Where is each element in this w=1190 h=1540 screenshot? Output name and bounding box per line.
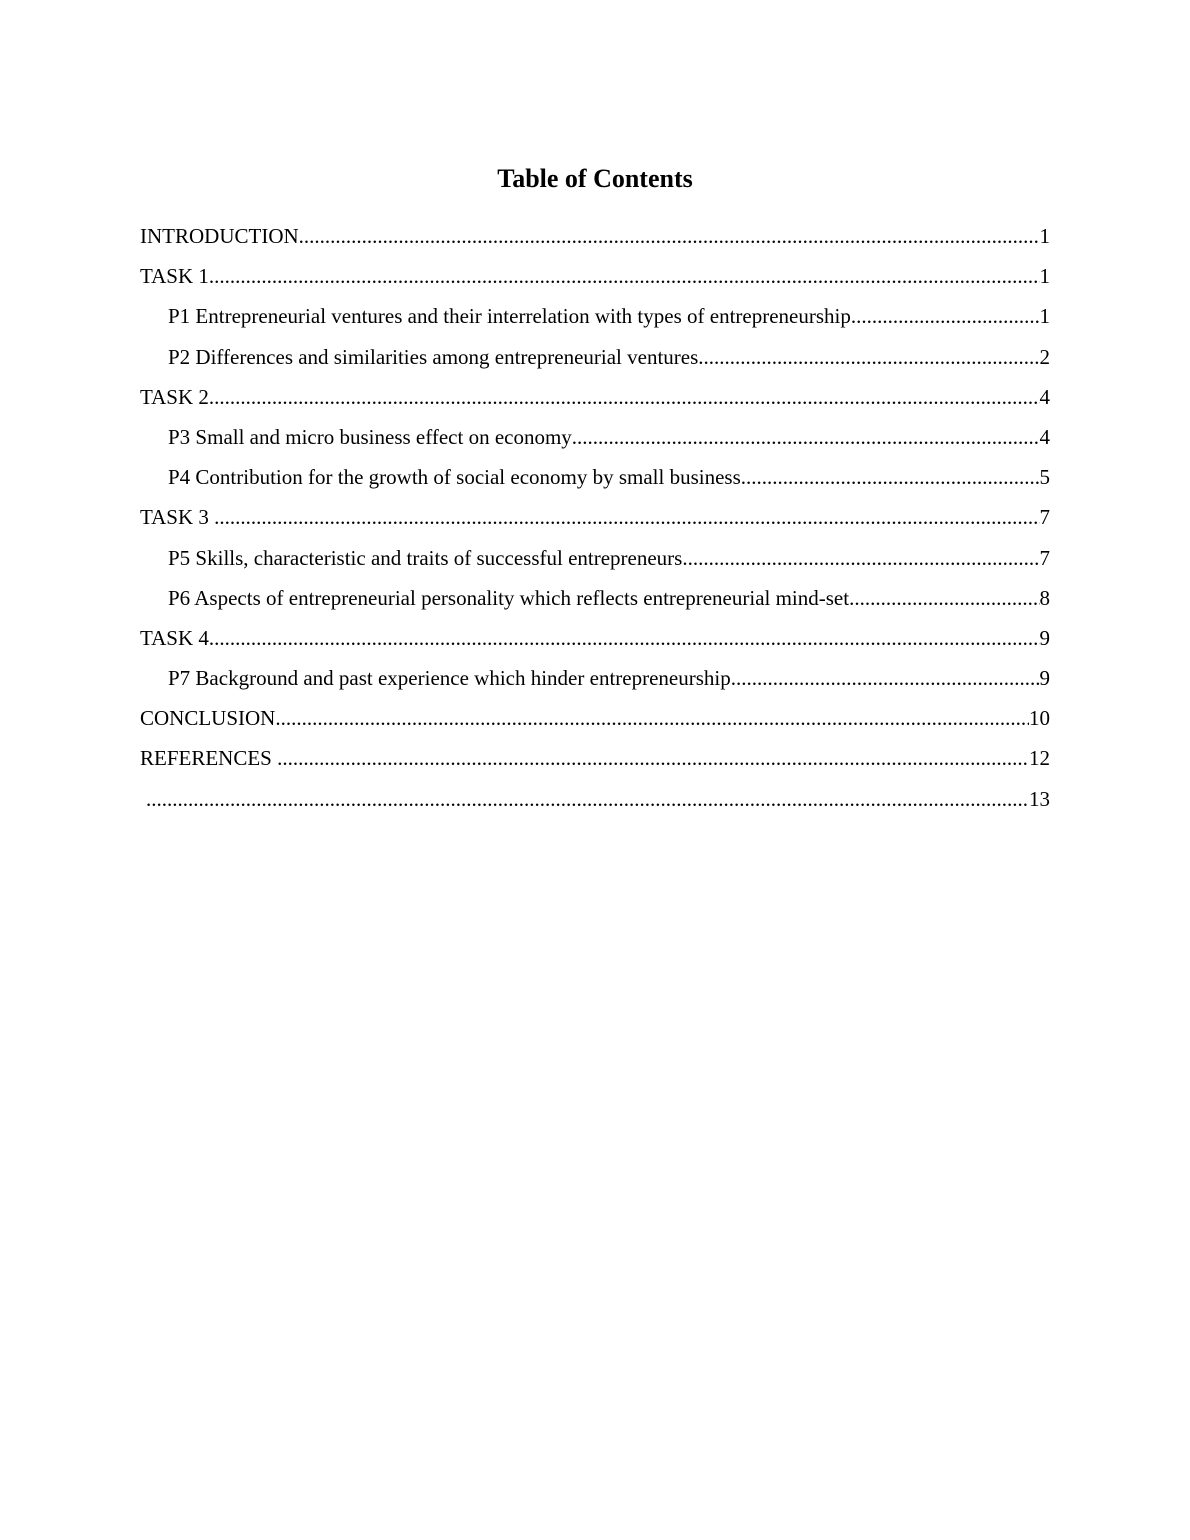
toc-dot-leader bbox=[214, 501, 1039, 533]
toc-entry-label: CONCLUSION bbox=[140, 706, 276, 731]
toc-entry-page: 2 bbox=[1039, 344, 1050, 369]
toc-entry-page: 5 bbox=[1039, 465, 1050, 490]
toc-entry-label: INTRODUCTION bbox=[140, 224, 299, 248]
toc-entry-page: 13 bbox=[1029, 786, 1050, 811]
toc-entry-p2[interactable] bbox=[140, 341, 1050, 381]
toc-entry-page: 1 bbox=[1039, 264, 1050, 289]
toc-entry-introduction[interactable] bbox=[140, 220, 1050, 260]
toc-entry-label: TASK 4 bbox=[140, 625, 209, 650]
toc-dot-leader bbox=[572, 421, 1040, 453]
toc-dot-leader bbox=[731, 662, 1040, 694]
toc-entry-untitled[interactable] bbox=[140, 783, 1050, 823]
toc-entry-label: REFERENCES bbox=[140, 746, 278, 771]
toc-entry-p5[interactable] bbox=[140, 542, 1050, 582]
toc-dot-leader bbox=[849, 582, 1039, 614]
toc-entry-label: P6 Aspects of entrepreneurial personality which reflects entrepreneurial mind-set bbox=[168, 585, 850, 610]
toc-dot-leader bbox=[209, 260, 1040, 292]
toc-entry-page: 7 bbox=[1039, 545, 1050, 570]
toc-entry-page: 1 bbox=[1039, 224, 1050, 248]
toc-entry-page: 7 bbox=[1039, 505, 1050, 530]
toc-entry-label: TASK 3 bbox=[140, 505, 215, 530]
toc-entry-page: 8 bbox=[1039, 585, 1050, 610]
toc-entry-page: 4 bbox=[1039, 384, 1050, 409]
toc-dot-leader bbox=[275, 702, 1029, 734]
toc-dot-leader bbox=[851, 300, 1040, 332]
toc-entry-page: 10 bbox=[1029, 706, 1050, 731]
toc-entry-p6[interactable] bbox=[140, 582, 1050, 622]
toc-entry-task-3[interactable] bbox=[140, 501, 1050, 541]
toc-entry-label: TASK 2 bbox=[140, 384, 209, 409]
toc-entry-task-2[interactable] bbox=[140, 381, 1050, 421]
toc-entry-page: 9 bbox=[1039, 625, 1050, 650]
toc-dot-leader bbox=[698, 341, 1039, 373]
toc-entry-conclusion[interactable] bbox=[140, 702, 1050, 742]
toc-entry-task-1[interactable] bbox=[140, 260, 1050, 300]
toc-list bbox=[140, 220, 1050, 823]
toc-entry-references[interactable] bbox=[140, 742, 1050, 782]
toc-entry-page: 12 bbox=[1029, 746, 1050, 771]
toc-entry-task-4[interactable] bbox=[140, 622, 1050, 662]
toc-dot-leader bbox=[741, 461, 1040, 493]
toc-entry-page: 1 bbox=[1039, 304, 1050, 329]
toc-entry-label: P1 Entrepreneurial ventures and their interrelation with types of entrepreneurship bbox=[168, 304, 851, 329]
toc-dot-leader bbox=[146, 783, 1029, 815]
toc-entry-label: TASK 1 bbox=[140, 264, 209, 289]
toc-entry-page: 4 bbox=[1039, 424, 1050, 449]
toc-entry-label: P4 Contribution for the growth of social economy by small business bbox=[168, 465, 741, 490]
toc-entry-label: P2 Differences and similarities among entrepreneurial ventures bbox=[168, 344, 699, 369]
page-title: Table of Contents bbox=[497, 164, 693, 193]
toc-entry-p1[interactable] bbox=[140, 300, 1050, 340]
toc-dot-leader bbox=[682, 542, 1039, 574]
toc-entry-p3[interactable] bbox=[140, 421, 1050, 461]
toc-entry-p4[interactable] bbox=[140, 461, 1050, 501]
toc-entry-label: P3 Small and micro business effect on economy bbox=[168, 424, 572, 449]
toc-entry-label: P5 Skills, characteristic and traits of successful entrepreneurs bbox=[168, 545, 683, 570]
toc-dot-leader bbox=[209, 622, 1040, 654]
toc-dot-leader bbox=[209, 381, 1040, 413]
toc-dot-leader bbox=[277, 742, 1029, 774]
toc-entry-label: P7 Background and past experience which hinder entrepreneurship bbox=[168, 666, 731, 691]
toc-dot-leader bbox=[299, 220, 1040, 252]
toc-entry-page: 9 bbox=[1039, 666, 1050, 691]
toc-entry-p7[interactable] bbox=[140, 662, 1050, 702]
